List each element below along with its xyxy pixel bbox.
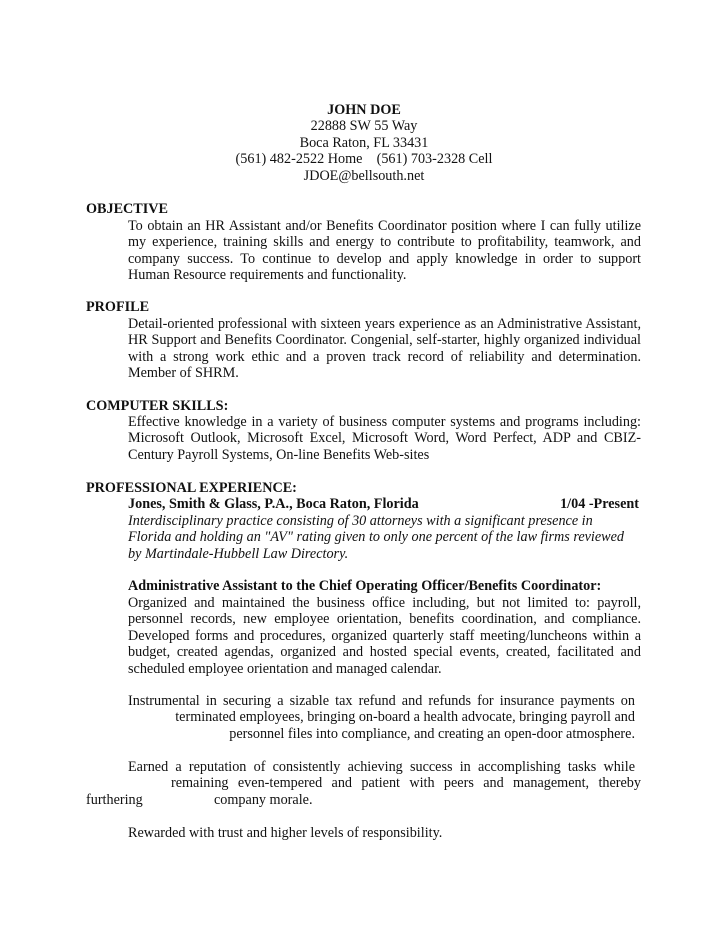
email-address: JDOE@bellsouth.net <box>303 167 425 184</box>
objective-text: To obtain an HR Assistant and/or Benefits Coordinator position where I can fully utilize my experience, training skills and energy to contribute to profitability, teamwork, and company success. To continue to develop and apply knowledge in order to support Human Resource requirements and functionality. <box>128 218 641 284</box>
objective-heading: OBJECTIVE <box>86 201 168 217</box>
achievement-1-line-2: terminated employees, bringing on-board a health advocate, bringing payroll and <box>175 709 635 726</box>
achievement-1-line-1: Instrumental in securing a sizable tax refund and refunds for insurance payments on <box>128 693 635 709</box>
job-header <box>128 496 641 512</box>
contact-header <box>0 102 728 184</box>
achievement-2-word: furthering <box>86 792 143 808</box>
employment-dates: 1/04 -Present <box>560 496 639 512</box>
address-line-2: Boca Raton, FL 33431 <box>299 134 429 151</box>
employer-description: Interdisciplinary practice consisting of 30 attorneys with a significant presence in Florida and holding an "AV" rating given to only one percent of the law firms reviewed by Martindale-Hubbell Law Directory. <box>128 513 625 562</box>
job-role-title: Administrative Assistant to the Chief Operating Officer/Benefits Coordinator: <box>128 578 602 594</box>
computer-skills-heading: COMPUTER SKILLS: <box>86 398 229 414</box>
phone-numbers: (561) 482-2522 Home (561) 703-2328 Cell <box>235 151 493 168</box>
profile-text: Detail-oriented professional with sixteen years experience as an Administrative Assistant, HR Support and Benefits Coordinator. Congenial, self-starter, highly organized individual with a strong work ethic and a proven track record of reliability and determination. Member of SHRM. <box>128 316 641 382</box>
computer-skills-text: Effective knowledge in a variety of business computer systems and programs including: Microsoft Outlook, Microsoft Excel, Microsoft Word, Word Perfect, ADP and CBIZ-Century Payroll Systems, On-line Benefits Web-sites <box>128 414 641 463</box>
employer-name: Jones, Smith & Glass, P.A., Boca Raton, Florida <box>128 496 419 512</box>
achievement-3: Rewarded with trust and higher levels of responsibility. <box>128 825 443 841</box>
achievement-1 <box>128 693 635 742</box>
achievement-2-line-1: Earned a reputation of consistently achieving success in accomplishing tasks while <box>128 759 635 775</box>
achievement-1-line-3: personnel files into compliance, and creating an open-door atmosphere. <box>229 725 635 742</box>
candidate-name: JOHN DOE <box>327 102 401 118</box>
address-line-1: 22888 SW 55 Way <box>310 118 418 135</box>
achievement-2-line-3: company morale. <box>214 792 313 808</box>
achievement-2-line-2: remaining even-tempered and patient with peers and management, thereby <box>171 775 641 792</box>
experience-heading: PROFESSIONAL EXPERIENCE: <box>86 480 297 496</box>
achievement-2 <box>128 759 641 792</box>
profile-heading: PROFILE <box>86 299 150 315</box>
job-duties: Organized and maintained the business office including, but not limited to: payroll, personnel records, new employee orientation, benefits coordination, and compliance. Developed forms and procedures, organized quarterly staff meeting/luncheons within a budget, created agendas, organized and hosted special events, created, facilitated and scheduled employee orientation and managed calendar. <box>128 595 641 677</box>
